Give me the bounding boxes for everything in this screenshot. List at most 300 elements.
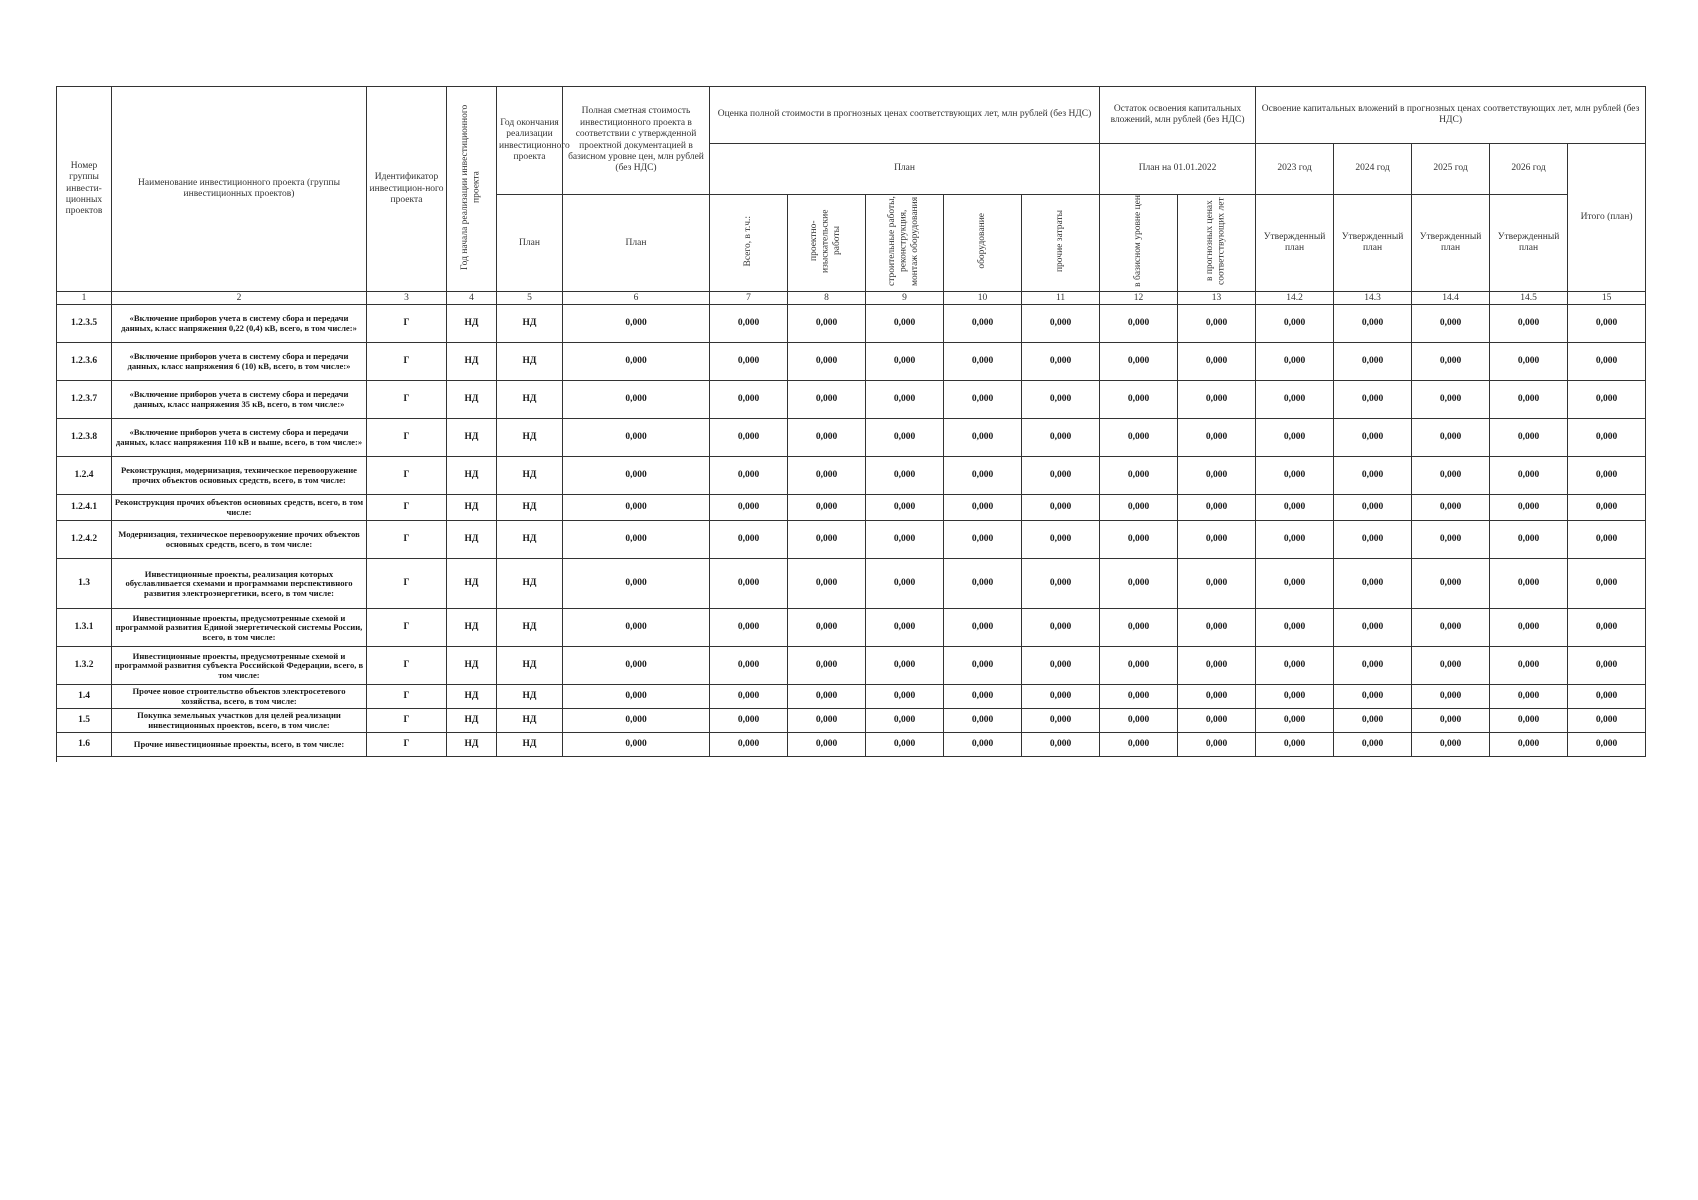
row-identifier: Г <box>367 495 447 521</box>
column-index-cell: 14.2 <box>1256 292 1334 305</box>
row-value: 0,000 <box>1490 305 1568 343</box>
row-name: Инвестиционные проекты, реализация которых обуславливается схемами и программами перспективного развития электроэнергетики, всего, в том числе: <box>112 559 367 609</box>
row-value: 0,000 <box>1178 609 1256 647</box>
row-value: 0,000 <box>1412 647 1490 685</box>
row-value: 0,000 <box>1334 685 1412 709</box>
row-year-end: НД <box>497 709 563 733</box>
row-value: 0,000 <box>1022 609 1100 647</box>
row-value: 0,000 <box>1490 609 1568 647</box>
header-year-2024: 2024 год <box>1334 144 1412 195</box>
row-value: 0,000 <box>1568 381 1646 419</box>
row-value: 0,000 <box>1256 685 1334 709</box>
row-value: 0,000 <box>1568 733 1646 757</box>
row-year-start: НД <box>447 733 497 757</box>
row-value: 0,000 <box>1178 381 1256 419</box>
row-value: 0,000 <box>1334 343 1412 381</box>
row-value: 0,000 <box>1022 709 1100 733</box>
column-index-cell: 8 <box>788 292 866 305</box>
row-value: 0,000 <box>710 647 788 685</box>
row-value: 0,000 <box>944 733 1022 757</box>
row-value: 0,000 <box>1490 495 1568 521</box>
table-row <box>57 709 1646 733</box>
row-full-cost: 0,000 <box>563 609 710 647</box>
row-number: 1.2.3.7 <box>57 381 112 419</box>
row-value: 0,000 <box>1568 685 1646 709</box>
row-number: 1.2.4 <box>57 457 112 495</box>
row-year-start: НД <box>447 457 497 495</box>
row-value: 0,000 <box>944 457 1022 495</box>
row-value: 0,000 <box>710 457 788 495</box>
row-value: 0,000 <box>866 305 944 343</box>
row-value: 0,000 <box>1100 305 1178 343</box>
row-value: 0,000 <box>944 343 1022 381</box>
row-number: 1.2.4.1 <box>57 495 112 521</box>
row-value: 0,000 <box>1334 647 1412 685</box>
table-row <box>57 647 1646 685</box>
row-identifier: Г <box>367 457 447 495</box>
row-value: 0,000 <box>1334 733 1412 757</box>
row-value: 0,000 <box>1178 305 1256 343</box>
row-value: 0,000 <box>788 733 866 757</box>
header-approved-2026: Утвержденный план <box>1490 195 1568 292</box>
row-value: 0,000 <box>1178 457 1256 495</box>
row-year-end: НД <box>497 685 563 709</box>
column-index-cell: 1 <box>57 292 112 305</box>
row-year-end: НД <box>497 457 563 495</box>
row-value: 0,000 <box>1568 559 1646 609</box>
row-full-cost: 0,000 <box>563 521 710 559</box>
row-value: 0,000 <box>1334 709 1412 733</box>
row-value: 0,000 <box>788 521 866 559</box>
row-value: 0,000 <box>788 343 866 381</box>
row-value: 0,000 <box>1568 709 1646 733</box>
row-value: 0,000 <box>1178 559 1256 609</box>
row-value: 0,000 <box>944 495 1022 521</box>
header-other: прочие затраты <box>1022 195 1100 292</box>
table-row <box>57 495 1646 521</box>
table-row <box>57 521 1646 559</box>
row-value: 0,000 <box>944 709 1022 733</box>
row-value: 0,000 <box>1334 609 1412 647</box>
column-index-cell: 6 <box>563 292 710 305</box>
row-value: 0,000 <box>1568 457 1646 495</box>
row-full-cost: 0,000 <box>563 419 710 457</box>
row-value: 0,000 <box>710 733 788 757</box>
row-value: 0,000 <box>1490 343 1568 381</box>
row-year-end: НД <box>497 559 563 609</box>
row-value: 0,000 <box>1334 559 1412 609</box>
row-year-end: НД <box>497 647 563 685</box>
row-identifier: Г <box>367 709 447 733</box>
row-value: 0,000 <box>1568 419 1646 457</box>
row-value: 0,000 <box>1022 305 1100 343</box>
row-year-start: НД <box>447 419 497 457</box>
row-name: Модернизация, техническое перевооружение прочих объектов основных средств, всего, в том числе: <box>112 521 367 559</box>
row-value: 0,000 <box>944 609 1022 647</box>
header-plan-col5: План <box>497 195 563 292</box>
row-year-start: НД <box>447 343 497 381</box>
row-value: 0,000 <box>866 685 944 709</box>
row-value: 0,000 <box>1334 305 1412 343</box>
column-index-cell: 3 <box>367 292 447 305</box>
row-year-end: НД <box>497 495 563 521</box>
row-year-end: НД <box>497 343 563 381</box>
column-index-row <box>57 292 1646 305</box>
column-index-cell: 14.3 <box>1334 292 1412 305</box>
row-value: 0,000 <box>1256 495 1334 521</box>
table-row <box>57 419 1646 457</box>
row-value: 0,000 <box>710 559 788 609</box>
row-value: 0,000 <box>1256 609 1334 647</box>
row-value: 0,000 <box>788 647 866 685</box>
row-full-cost: 0,000 <box>563 381 710 419</box>
row-name: «Включение приборов учета в систему сбора и передачи данных, класс напряжения 110 кВ и выше, всего, в том числе:» <box>112 419 367 457</box>
table-row <box>57 343 1646 381</box>
header-estimate-group: Оценка полной стоимости в прогнозных ценах соответствующих лет, млн рублей (без НДС) <box>710 87 1100 144</box>
row-value: 0,000 <box>1100 457 1178 495</box>
row-value: 0,000 <box>1334 419 1412 457</box>
column-index-cell: 9 <box>866 292 944 305</box>
row-value: 0,000 <box>1100 419 1178 457</box>
header-name: Наименование инвестиционного проекта (группы инвестиционных проектов) <box>112 87 367 292</box>
column-index-cell: 15 <box>1568 292 1646 305</box>
row-value: 0,000 <box>866 733 944 757</box>
row-value: 0,000 <box>1100 381 1178 419</box>
row-value: 0,000 <box>1412 343 1490 381</box>
row-name: «Включение приборов учета в систему сбора и передачи данных, класс напряжения 0,22 (0,4) кВ, всего, в том числе:» <box>112 305 367 343</box>
row-value: 0,000 <box>1568 647 1646 685</box>
header-equipment: оборудование <box>944 195 1022 292</box>
row-full-cost: 0,000 <box>563 559 710 609</box>
header-plan: План <box>710 144 1100 195</box>
header-year-2025: 2025 год <box>1412 144 1490 195</box>
row-year-end: НД <box>497 733 563 757</box>
row-value: 0,000 <box>1100 495 1178 521</box>
row-value: 0,000 <box>1568 343 1646 381</box>
row-value: 0,000 <box>1490 709 1568 733</box>
row-value: 0,000 <box>866 381 944 419</box>
row-identifier: Г <box>367 305 447 343</box>
row-number: 1.3.2 <box>57 647 112 685</box>
row-full-cost: 0,000 <box>563 733 710 757</box>
row-value: 0,000 <box>710 343 788 381</box>
row-number: 1.2.3.6 <box>57 343 112 381</box>
row-value: 0,000 <box>1490 521 1568 559</box>
row-value: 0,000 <box>944 381 1022 419</box>
row-name: Инвестиционные проекты, предусмотренные схемой и программой развития субъекта Российской Федерации, всего, в том числе: <box>112 647 367 685</box>
row-full-cost: 0,000 <box>563 495 710 521</box>
table-row <box>57 733 1646 757</box>
row-value: 0,000 <box>1490 733 1568 757</box>
row-value: 0,000 <box>866 709 944 733</box>
row-value: 0,000 <box>1412 733 1490 757</box>
header-year-2026: 2026 год <box>1490 144 1568 195</box>
column-index-cell: 12 <box>1100 292 1178 305</box>
row-value: 0,000 <box>1100 521 1178 559</box>
row-value: 0,000 <box>1412 495 1490 521</box>
header-year-start: Год начала реализации инвестиционного проекта <box>447 87 497 292</box>
row-value: 0,000 <box>1412 559 1490 609</box>
row-value: 0,000 <box>788 457 866 495</box>
row-value: 0,000 <box>1256 419 1334 457</box>
header-id: Идентификатор инвестицион-ного проекта <box>367 87 447 292</box>
header-mastering-group: Освоение капитальных вложений в прогнозных ценах соответствующих лет, млн рублей (без НДС) <box>1256 87 1646 144</box>
column-index-cell: 11 <box>1022 292 1100 305</box>
row-value: 0,000 <box>1022 495 1100 521</box>
row-value: 0,000 <box>1022 685 1100 709</box>
row-number: 1.5 <box>57 709 112 733</box>
row-identifier: Г <box>367 685 447 709</box>
header-forecast-prices: в прогнозных ценах соответствующих лет <box>1178 195 1256 292</box>
row-name: Покупка земельных участков для целей реализации инвестиционных проектов, всего, в том числе: <box>112 709 367 733</box>
row-value: 0,000 <box>710 521 788 559</box>
document-page <box>56 86 1642 757</box>
row-year-start: НД <box>447 521 497 559</box>
header-basis-prices: в базисном уровне цен <box>1100 195 1178 292</box>
row-value: 0,000 <box>1568 521 1646 559</box>
row-number: 1.3.1 <box>57 609 112 647</box>
row-identifier: Г <box>367 343 447 381</box>
row-value: 0,000 <box>1178 709 1256 733</box>
row-year-end: НД <box>497 609 563 647</box>
row-value: 0,000 <box>710 495 788 521</box>
row-value: 0,000 <box>1100 609 1178 647</box>
row-value: 0,000 <box>866 457 944 495</box>
row-value: 0,000 <box>1412 381 1490 419</box>
column-index-cell: 7 <box>710 292 788 305</box>
row-year-start: НД <box>447 647 497 685</box>
row-name: Реконструкция прочих объектов основных средств, всего, в том числе: <box>112 495 367 521</box>
row-value: 0,000 <box>1412 609 1490 647</box>
table-body <box>57 292 1646 757</box>
row-value: 0,000 <box>1178 733 1256 757</box>
row-number: 1.2.3.8 <box>57 419 112 457</box>
row-value: 0,000 <box>866 647 944 685</box>
row-value: 0,000 <box>1412 709 1490 733</box>
header-construction: строительные работы, реконструкция, монтаж оборудования <box>866 195 944 292</box>
row-name: «Включение приборов учета в систему сбора и передачи данных, класс напряжения 6 (10) кВ, всего, в том числе:» <box>112 343 367 381</box>
row-value: 0,000 <box>1256 733 1334 757</box>
column-index-cell: 13 <box>1178 292 1256 305</box>
header-plan-col6: План <box>563 195 710 292</box>
row-number: 1.6 <box>57 733 112 757</box>
row-year-start: НД <box>447 709 497 733</box>
row-value: 0,000 <box>710 685 788 709</box>
table-row <box>57 457 1646 495</box>
row-full-cost: 0,000 <box>563 457 710 495</box>
row-value: 0,000 <box>944 419 1022 457</box>
row-value: 0,000 <box>1022 559 1100 609</box>
row-value: 0,000 <box>788 305 866 343</box>
row-full-cost: 0,000 <box>563 647 710 685</box>
row-full-cost: 0,000 <box>563 343 710 381</box>
row-number: 1.2.4.2 <box>57 521 112 559</box>
row-value: 0,000 <box>788 495 866 521</box>
row-identifier: Г <box>367 647 447 685</box>
header-design: проектно-изыскательские работы <box>788 195 866 292</box>
row-identifier: Г <box>367 609 447 647</box>
row-value: 0,000 <box>1490 381 1568 419</box>
row-value: 0,000 <box>1178 521 1256 559</box>
row-value: 0,000 <box>1334 521 1412 559</box>
row-number: 1.2.3.5 <box>57 305 112 343</box>
header-plan-date: План на 01.01.2022 <box>1100 144 1256 195</box>
row-value: 0,000 <box>1334 457 1412 495</box>
row-value: 0,000 <box>788 709 866 733</box>
column-index-cell: 14.4 <box>1412 292 1490 305</box>
row-value: 0,000 <box>1022 381 1100 419</box>
row-value: 0,000 <box>788 685 866 709</box>
column-index-cell: 5 <box>497 292 563 305</box>
table-row <box>57 381 1646 419</box>
row-value: 0,000 <box>710 305 788 343</box>
row-value: 0,000 <box>1412 419 1490 457</box>
row-value: 0,000 <box>866 559 944 609</box>
row-number: 1.3 <box>57 559 112 609</box>
row-value: 0,000 <box>710 419 788 457</box>
row-year-start: НД <box>447 495 497 521</box>
column-index-cell: 4 <box>447 292 497 305</box>
row-value: 0,000 <box>1178 647 1256 685</box>
row-value: 0,000 <box>1334 495 1412 521</box>
row-value: 0,000 <box>1490 419 1568 457</box>
header-approved-2024: Утвержденный план <box>1334 195 1412 292</box>
row-value: 0,000 <box>1490 457 1568 495</box>
column-index-cell: 14.5 <box>1490 292 1568 305</box>
row-name: Прочие инвестиционные проекты, всего, в том числе: <box>112 733 367 757</box>
row-value: 0,000 <box>1100 733 1178 757</box>
row-value: 0,000 <box>1490 685 1568 709</box>
row-value: 0,000 <box>1022 419 1100 457</box>
investment-table <box>56 86 1646 757</box>
row-identifier: Г <box>367 733 447 757</box>
row-value: 0,000 <box>788 419 866 457</box>
row-year-start: НД <box>447 559 497 609</box>
row-name: «Включение приборов учета в систему сбора и передачи данных, класс напряжения 35 кВ, всего, в том числе:» <box>112 381 367 419</box>
table-row <box>57 609 1646 647</box>
row-value: 0,000 <box>1256 647 1334 685</box>
row-value: 0,000 <box>1412 305 1490 343</box>
row-value: 0,000 <box>1256 305 1334 343</box>
row-value: 0,000 <box>788 559 866 609</box>
header-approved-2023: Утвержденный план <box>1256 195 1334 292</box>
row-full-cost: 0,000 <box>563 305 710 343</box>
row-value: 0,000 <box>1412 685 1490 709</box>
row-value: 0,000 <box>1022 733 1100 757</box>
table-row <box>57 559 1646 609</box>
row-value: 0,000 <box>866 521 944 559</box>
row-number: 1.4 <box>57 685 112 709</box>
row-value: 0,000 <box>866 343 944 381</box>
row-value: 0,000 <box>1256 559 1334 609</box>
row-year-end: НД <box>497 305 563 343</box>
row-value: 0,000 <box>788 609 866 647</box>
header-num: Номер группы инвести-ционных проектов <box>57 87 112 292</box>
row-value: 0,000 <box>1568 495 1646 521</box>
row-value: 0,000 <box>710 381 788 419</box>
row-year-start: НД <box>447 305 497 343</box>
row-value: 0,000 <box>1022 647 1100 685</box>
row-value: 0,000 <box>1256 343 1334 381</box>
row-value: 0,000 <box>866 419 944 457</box>
header-approved-2025: Утвержденный план <box>1412 195 1490 292</box>
row-identifier: Г <box>367 521 447 559</box>
row-value: 0,000 <box>1022 343 1100 381</box>
row-value: 0,000 <box>1178 419 1256 457</box>
row-identifier: Г <box>367 419 447 457</box>
row-value: 0,000 <box>1334 381 1412 419</box>
row-value: 0,000 <box>1568 609 1646 647</box>
row-identifier: Г <box>367 559 447 609</box>
header-remainder-group: Остаток освоения капитальных вложений, млн рублей (без НДС) <box>1100 87 1256 144</box>
table-row <box>57 685 1646 709</box>
row-year-end: НД <box>497 419 563 457</box>
row-value: 0,000 <box>1022 521 1100 559</box>
row-value: 0,000 <box>1568 305 1646 343</box>
header-year-end: Год окончания реализации инвестиционного проекта <box>497 87 563 195</box>
row-value: 0,000 <box>1412 521 1490 559</box>
row-name: Инвестиционные проекты, предусмотренные схемой и программой развития Единой энергетической системы России, всего, в том числе: <box>112 609 367 647</box>
row-value: 0,000 <box>710 609 788 647</box>
row-value: 0,000 <box>944 559 1022 609</box>
row-value: 0,000 <box>788 381 866 419</box>
row-value: 0,000 <box>944 647 1022 685</box>
table-row <box>57 305 1646 343</box>
row-value: 0,000 <box>1178 685 1256 709</box>
row-name: Реконструкция, модернизация, техническое перевооружение прочих объектов основных средств, всего, в том числе: <box>112 457 367 495</box>
row-value: 0,000 <box>944 305 1022 343</box>
row-value: 0,000 <box>944 685 1022 709</box>
row-value: 0,000 <box>1256 709 1334 733</box>
row-full-cost: 0,000 <box>563 709 710 733</box>
row-value: 0,000 <box>1490 647 1568 685</box>
row-value: 0,000 <box>1100 709 1178 733</box>
row-name: Прочее новое строительство объектов электросетевого хозяйства, всего, в том числе: <box>112 685 367 709</box>
row-value: 0,000 <box>1412 457 1490 495</box>
row-value: 0,000 <box>710 709 788 733</box>
row-value: 0,000 <box>1100 559 1178 609</box>
row-value: 0,000 <box>1490 559 1568 609</box>
row-value: 0,000 <box>1178 343 1256 381</box>
column-index-cell: 10 <box>944 292 1022 305</box>
row-value: 0,000 <box>1100 647 1178 685</box>
row-year-end: НД <box>497 381 563 419</box>
header-full-cost: Полная сметная стоимость инвестиционного проекта в соответствии с утвержденной проектной документацией в базисном уровне цен, млн рублей (без НДС) <box>563 87 710 195</box>
header-total: Итого (план) <box>1568 144 1646 292</box>
row-full-cost: 0,000 <box>563 685 710 709</box>
row-value: 0,000 <box>1256 457 1334 495</box>
row-value: 0,000 <box>1256 521 1334 559</box>
row-value: 0,000 <box>1100 343 1178 381</box>
row-value: 0,000 <box>1256 381 1334 419</box>
table-border-tail <box>56 748 57 762</box>
row-value: 0,000 <box>866 609 944 647</box>
row-identifier: Г <box>367 381 447 419</box>
row-value: 0,000 <box>1100 685 1178 709</box>
header-total-incl: Всего, в т.ч.: <box>710 195 788 292</box>
row-year-start: НД <box>447 685 497 709</box>
row-value: 0,000 <box>1178 495 1256 521</box>
header-year-2023: 2023 год <box>1256 144 1334 195</box>
row-year-end: НД <box>497 521 563 559</box>
column-index-cell: 2 <box>112 292 367 305</box>
row-value: 0,000 <box>944 521 1022 559</box>
row-year-start: НД <box>447 609 497 647</box>
table-header <box>57 87 1646 292</box>
row-value: 0,000 <box>1022 457 1100 495</box>
row-value: 0,000 <box>866 495 944 521</box>
row-year-start: НД <box>447 381 497 419</box>
